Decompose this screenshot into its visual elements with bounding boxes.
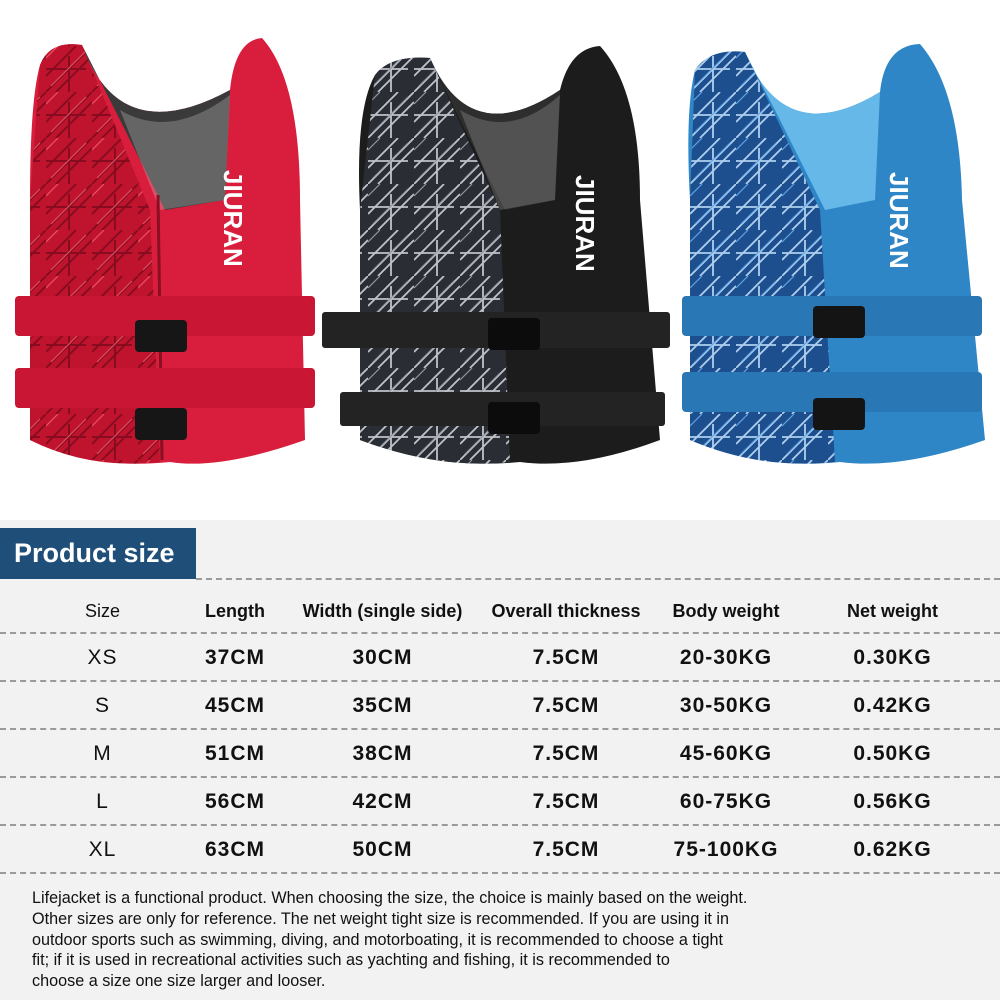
- header-thickness: Overall thickness: [491, 600, 641, 621]
- cell-body-weight: 75-100KG: [673, 838, 779, 861]
- sizing-note: [32, 888, 982, 992]
- brand-logo-blue: JIURAN: [884, 172, 914, 269]
- cell-width: 38CM: [352, 742, 413, 765]
- cell-length: 56CM: [204, 790, 266, 813]
- cell-thickness: 7.5CM: [532, 790, 600, 813]
- cell-width: 42CM: [352, 790, 413, 813]
- cell-net-weight: 0.50KG: [853, 742, 932, 765]
- cell-net-weight: 0.42KG: [853, 694, 932, 717]
- cell-body-weight: 30-50KG: [679, 694, 773, 717]
- cell-length: 63CM: [204, 838, 266, 861]
- cell-length: 51CM: [204, 742, 266, 765]
- vest-blue: [682, 44, 985, 464]
- cell-thickness: 7.5CM: [532, 742, 600, 765]
- cell-size: L: [96, 790, 109, 813]
- cell-width: 35CM: [352, 694, 413, 717]
- cell-net-weight: 0.62KG: [853, 838, 932, 861]
- size-table: [0, 588, 1000, 874]
- note-line: fit; if it is used in recreational activities such as yachting and fishing, it is recommended to: [32, 951, 670, 970]
- brand-logo-black: JIURAN: [570, 175, 600, 272]
- divider: [196, 578, 1000, 580]
- header-size: Size: [84, 600, 120, 621]
- vest-red: [15, 38, 315, 464]
- cell-length: 45CM: [204, 694, 266, 717]
- table-row: [0, 634, 1000, 682]
- cell-thickness: 7.5CM: [532, 838, 600, 861]
- header-length: Length: [205, 600, 265, 621]
- cell-size: XL: [88, 838, 117, 861]
- table-row: [0, 682, 1000, 730]
- table-row: [0, 826, 1000, 874]
- cell-thickness: 7.5CM: [532, 646, 600, 669]
- cell-size: S: [94, 694, 110, 717]
- section-title: Product size: [0, 528, 196, 579]
- cell-body-weight: 60-75KG: [679, 790, 773, 813]
- table-row: [0, 778, 1000, 826]
- cell-thickness: 7.5CM: [532, 694, 600, 717]
- cell-size: XS: [87, 646, 118, 669]
- header-net-weight: Net weight: [846, 600, 938, 621]
- row-divider: [0, 872, 1000, 874]
- note-line: choose a size one size larger and looser.: [32, 972, 326, 991]
- brand-logo-red: JIURAN: [218, 170, 248, 267]
- header-body-weight: Body weight: [672, 600, 780, 621]
- cell-net-weight: 0.56KG: [853, 790, 932, 813]
- cell-body-weight: 45-60KG: [679, 742, 773, 765]
- cell-net-weight: 0.30KG: [853, 646, 932, 669]
- note-line: Other sizes are only for reference. The net weight tight size is recommended. If you are using it in: [32, 909, 730, 928]
- vest-black: [322, 46, 670, 464]
- cell-size: M: [93, 742, 112, 765]
- cell-width: 50CM: [352, 838, 413, 861]
- cell-body-weight: 20-30KG: [679, 646, 773, 669]
- header-width: Width (single side): [302, 600, 463, 621]
- table-row: [0, 730, 1000, 778]
- cell-width: 30CM: [352, 646, 413, 669]
- note-line: Lifejacket is a functional product. When choosing the size, the choice is mainly based on the weight.: [32, 889, 748, 907]
- table-header-row: [0, 588, 1000, 634]
- note-line: outdoor sports such as swimming, diving, and motorboating, it is recommended to choose a tight: [32, 930, 724, 949]
- cell-length: 37CM: [204, 646, 266, 669]
